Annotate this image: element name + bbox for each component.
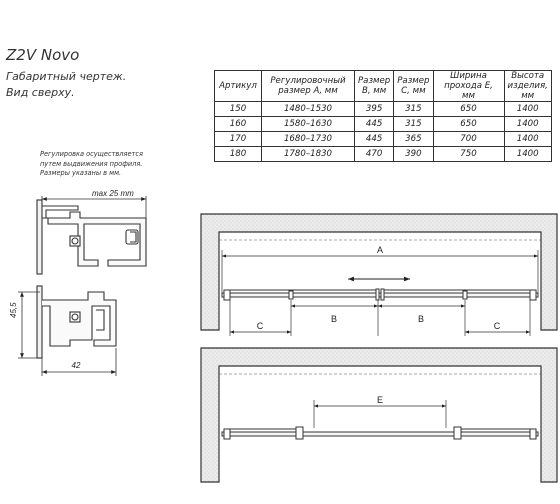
cell-height: 1400 <box>504 102 551 117</box>
cell-size-b: 470 <box>355 147 394 162</box>
cell-width-e: 750 <box>433 147 504 162</box>
profile-top <box>37 200 146 274</box>
cell-article: 170 <box>215 132 262 147</box>
cell-size-c: 315 <box>394 117 433 132</box>
note-line-3: Размеры указаны в мм. <box>40 169 122 177</box>
label-e: E <box>376 395 384 405</box>
header-height: Высота изделия, мм <box>504 71 551 102</box>
cell-size-c: 365 <box>394 132 433 147</box>
cell-height: 1400 <box>504 147 551 162</box>
cell-height: 1400 <box>504 117 551 132</box>
header-size-c: Размер С, мм <box>394 71 433 102</box>
header-article: Артикул <box>215 71 262 102</box>
cell-width-e: 650 <box>433 102 504 117</box>
note-line-1: Регулировка осуществляется <box>40 150 143 158</box>
cell-adjust-a: 1580–1630 <box>262 117 355 132</box>
cell-size-c: 390 <box>394 147 433 162</box>
header-width-e: Ширина прохода Е, мм <box>433 71 504 102</box>
cell-article: 180 <box>215 147 262 162</box>
cell-size-c: 315 <box>394 102 433 117</box>
plan-view-closed <box>201 214 557 336</box>
note-line-2: путем выдвижения профиля. <box>40 159 143 168</box>
drawing-subtitle-2: Вид сверху. <box>6 86 75 99</box>
cell-adjust-a: 1480–1530 <box>262 102 355 117</box>
label-c-left: C <box>256 321 264 331</box>
drawing-subtitle-1: Габаритный чертеж. <box>6 70 127 83</box>
door-rail <box>222 289 538 300</box>
width-42-label: 42 <box>71 361 81 370</box>
cell-height: 1400 <box>504 132 551 147</box>
label-b-left: B <box>330 314 338 324</box>
drawing-title: Z2V Novo <box>6 46 80 64</box>
dim-cbbc <box>230 300 530 336</box>
wall-niche-2 <box>201 348 557 482</box>
profile-drawing <box>18 196 146 376</box>
cell-article: 150 <box>215 102 262 117</box>
header-size-b: Размер В, мм <box>355 71 394 102</box>
dim-a <box>222 250 538 293</box>
label-c-right: C <box>493 321 501 331</box>
cell-adjust-a: 1680–1730 <box>262 132 355 147</box>
wall-niche <box>201 214 557 330</box>
label-a: A <box>376 245 384 255</box>
cell-adjust-a: 1780–1830 <box>262 147 355 162</box>
header-adjust-a: Регулировочный размер А, мм <box>262 71 355 102</box>
profile-bottom <box>37 286 116 358</box>
cell-article: 160 <box>215 117 262 132</box>
door-rail-open <box>222 427 538 439</box>
height-45-label: 45,5 <box>9 302 18 318</box>
dim-max-25 <box>42 196 146 218</box>
cell-size-b: 395 <box>355 102 394 117</box>
plan-view-open <box>201 348 557 482</box>
cell-size-b: 445 <box>355 132 394 147</box>
cell-width-e: 650 <box>433 117 504 132</box>
cell-size-b: 445 <box>355 117 394 132</box>
max-25-label: max 25 mm <box>92 189 134 198</box>
cell-width-e: 700 <box>433 132 504 147</box>
label-b-right: B <box>417 314 425 324</box>
